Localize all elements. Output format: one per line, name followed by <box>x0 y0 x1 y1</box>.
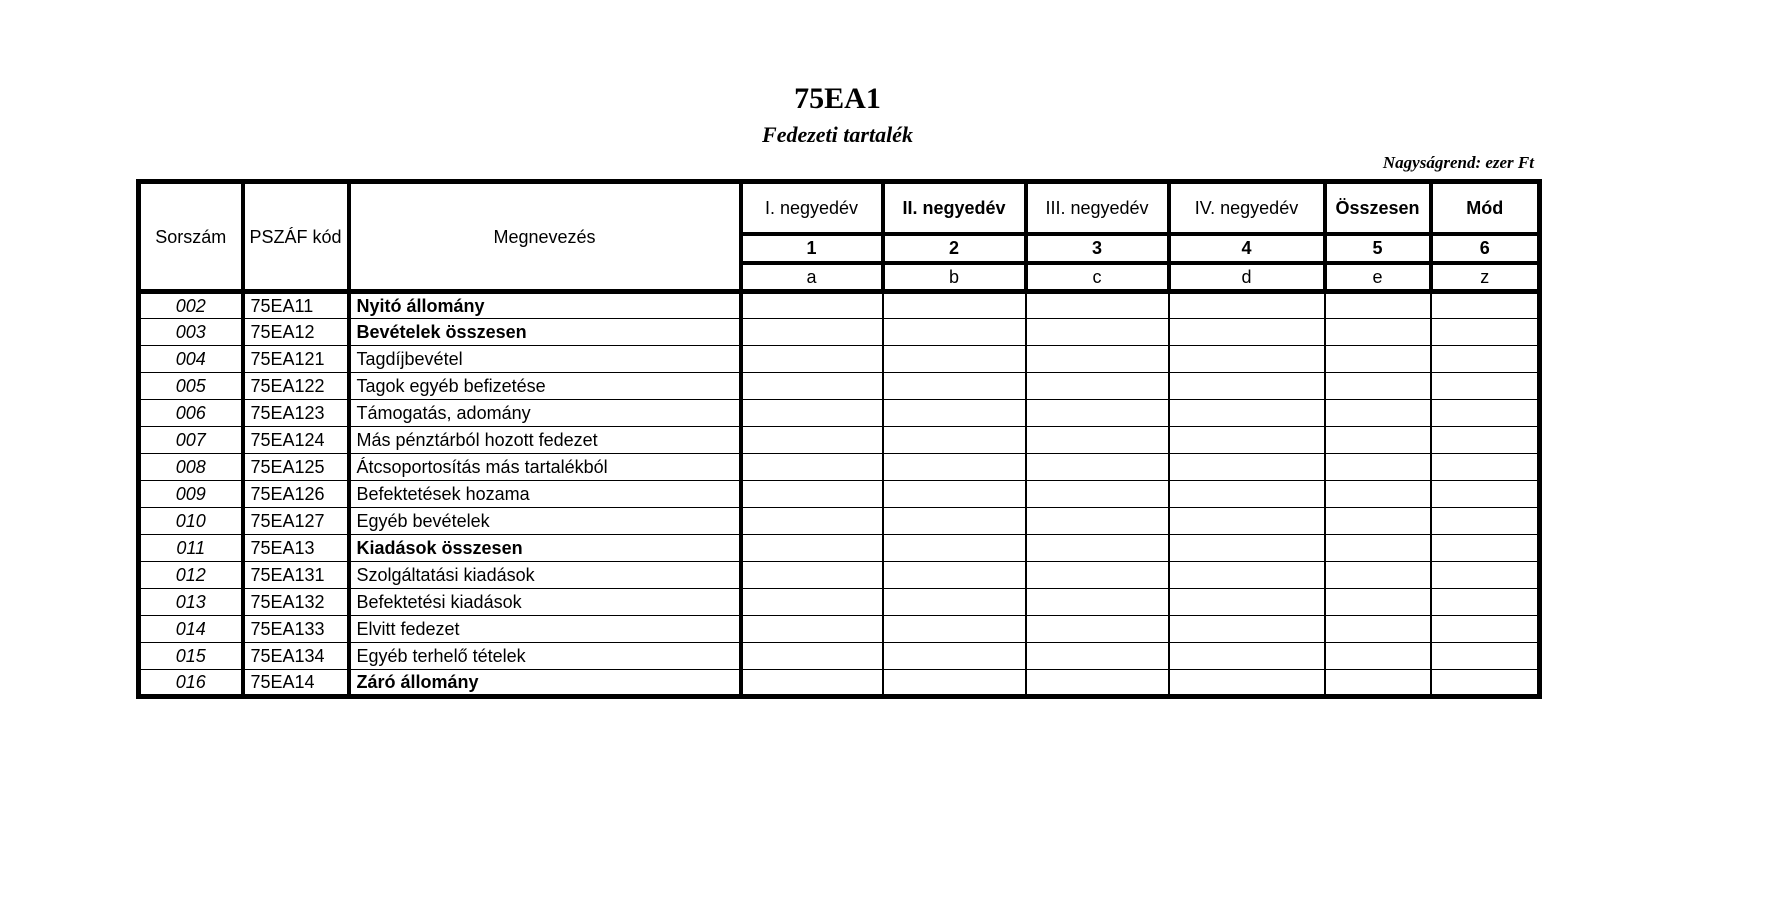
value-cell-col-1[interactable] <box>741 292 883 319</box>
value-cell-col-3[interactable] <box>1026 292 1169 319</box>
table-row <box>139 346 1540 373</box>
value-cell-col-1[interactable] <box>741 427 883 454</box>
value-cell-col-4[interactable] <box>1169 481 1325 508</box>
table-row <box>139 508 1540 535</box>
table-row <box>139 670 1540 697</box>
value-cell-col-2[interactable] <box>883 589 1026 616</box>
row-pszaf-kod: 75EA14 <box>243 670 349 697</box>
value-cell-col-5[interactable] <box>1325 643 1431 670</box>
value-cell-col-5[interactable] <box>1325 535 1431 562</box>
row-sorszam: 015 <box>139 643 243 670</box>
value-cell-col-4[interactable] <box>1169 643 1325 670</box>
value-cell-col-6[interactable] <box>1431 346 1540 373</box>
value-cell-col-5[interactable] <box>1325 562 1431 589</box>
value-cell-col-4[interactable] <box>1169 400 1325 427</box>
value-cell-col-4[interactable] <box>1169 346 1325 373</box>
value-cell-col-3[interactable] <box>1026 562 1169 589</box>
row-megnevezes: Befektetések hozama <box>349 481 741 508</box>
header-col-4-letter: d <box>1169 263 1325 292</box>
header-col-4-label: IV. negyedév <box>1169 182 1325 234</box>
header-col-5-label: Összesen <box>1325 182 1431 234</box>
value-cell-col-3[interactable] <box>1026 508 1169 535</box>
table-row <box>139 319 1540 346</box>
row-megnevezes: Nyitó állomány <box>349 292 741 319</box>
value-cell-col-5[interactable] <box>1325 319 1431 346</box>
value-cell-col-5[interactable] <box>1325 373 1431 400</box>
table-row <box>139 427 1540 454</box>
value-cell-col-5[interactable] <box>1325 589 1431 616</box>
row-sorszam: 016 <box>139 670 243 697</box>
reserve-table <box>136 179 1542 699</box>
value-cell-col-4[interactable] <box>1169 454 1325 481</box>
value-cell-col-1[interactable] <box>741 562 883 589</box>
value-cell-col-1[interactable] <box>741 346 883 373</box>
header-col-6-letter: z <box>1431 263 1540 292</box>
row-pszaf-kod: 75EA134 <box>243 643 349 670</box>
row-pszaf-kod: 75EA122 <box>243 373 349 400</box>
header-megnevezes: Megnevezés <box>349 182 741 292</box>
row-sorszam: 006 <box>139 400 243 427</box>
table-row <box>139 454 1540 481</box>
value-cell-col-3[interactable] <box>1026 535 1169 562</box>
value-cell-col-2[interactable] <box>883 373 1026 400</box>
value-cell-col-6[interactable] <box>1431 643 1540 670</box>
row-sorszam: 004 <box>139 346 243 373</box>
header-pszaf-kod <box>243 182 349 292</box>
row-megnevezes: Záró állomány <box>349 670 741 697</box>
value-cell-col-3[interactable] <box>1026 346 1169 373</box>
row-megnevezes: Egyéb terhelő tételek <box>349 643 741 670</box>
table-row <box>139 535 1540 562</box>
table-row <box>139 292 1540 319</box>
row-megnevezes: Tagdíjbevétel <box>349 346 741 373</box>
row-sorszam: 002 <box>139 292 243 319</box>
value-cell-col-5[interactable] <box>1325 670 1431 697</box>
value-cell-col-3[interactable] <box>1026 319 1169 346</box>
value-cell-col-6[interactable] <box>1431 670 1540 697</box>
value-cell-col-2[interactable] <box>883 508 1026 535</box>
value-cell-col-5[interactable] <box>1325 508 1431 535</box>
row-sorszam: 008 <box>139 454 243 481</box>
value-cell-col-4[interactable] <box>1169 292 1325 319</box>
header-col-1-number: 1 <box>741 234 883 263</box>
row-megnevezes: Bevételek összesen <box>349 319 741 346</box>
value-cell-col-5[interactable] <box>1325 292 1431 319</box>
header-sorszam: Sorszám <box>139 182 243 292</box>
value-cell-col-2[interactable] <box>883 670 1026 697</box>
form-code-title: 75EA1 <box>794 82 881 115</box>
table-header <box>139 182 1540 292</box>
value-cell-col-3[interactable] <box>1026 643 1169 670</box>
value-cell-col-5[interactable] <box>1325 616 1431 643</box>
row-pszaf-kod: 75EA131 <box>243 562 349 589</box>
row-megnevezes: Elvitt fedezet <box>349 616 741 643</box>
header-col-6-label: Mód <box>1431 182 1540 234</box>
value-cell-col-1[interactable] <box>741 535 883 562</box>
header-col-2-label: II. negyedév <box>883 182 1026 234</box>
row-megnevezes: Befektetési kiadások <box>349 589 741 616</box>
row-pszaf-kod: 75EA125 <box>243 454 349 481</box>
value-cell-col-1[interactable] <box>741 508 883 535</box>
value-cell-col-2[interactable] <box>883 535 1026 562</box>
row-megnevezes: Egyéb bevételek <box>349 508 741 535</box>
row-sorszam: 014 <box>139 616 243 643</box>
row-pszaf-kod: 75EA126 <box>243 481 349 508</box>
table-body <box>139 292 1540 697</box>
row-megnevezes: Más pénztárból hozott fedezet <box>349 427 741 454</box>
row-megnevezes: Támogatás, adomány <box>349 400 741 427</box>
row-megnevezes: Tagok egyéb befizetése <box>349 373 741 400</box>
value-cell-col-5[interactable] <box>1325 400 1431 427</box>
value-cell-col-2[interactable] <box>883 346 1026 373</box>
value-cell-col-2[interactable] <box>883 643 1026 670</box>
row-megnevezes: Kiadások összesen <box>349 535 741 562</box>
table-row <box>139 643 1540 670</box>
value-cell-col-3[interactable] <box>1026 616 1169 643</box>
header-col-2-number: 2 <box>883 234 1026 263</box>
value-cell-col-2[interactable] <box>883 562 1026 589</box>
value-cell-col-4[interactable] <box>1169 562 1325 589</box>
value-cell-col-1[interactable] <box>741 643 883 670</box>
row-sorszam: 009 <box>139 481 243 508</box>
row-pszaf-kod: 75EA121 <box>243 346 349 373</box>
value-cell-col-1[interactable] <box>741 373 883 400</box>
value-cell-col-2[interactable] <box>883 616 1026 643</box>
header-col-5-letter: e <box>1325 263 1431 292</box>
row-pszaf-kod: 75EA123 <box>243 400 349 427</box>
value-cell-col-1[interactable] <box>741 454 883 481</box>
row-pszaf-kod: 75EA127 <box>243 508 349 535</box>
header-col-3-letter: c <box>1026 263 1169 292</box>
value-cell-col-3[interactable] <box>1026 481 1169 508</box>
value-cell-col-2[interactable] <box>883 319 1026 346</box>
value-cell-col-2[interactable] <box>883 481 1026 508</box>
row-sorszam: 011 <box>139 535 243 562</box>
value-cell-col-2[interactable] <box>883 400 1026 427</box>
row-pszaf-kod: 75EA13 <box>243 535 349 562</box>
value-cell-col-6[interactable] <box>1431 292 1540 319</box>
header-col-1-letter: a <box>741 263 883 292</box>
row-pszaf-kod: 75EA133 <box>243 616 349 643</box>
table-row <box>139 373 1540 400</box>
row-sorszam: 012 <box>139 562 243 589</box>
value-cell-col-3[interactable] <box>1026 373 1169 400</box>
value-cell-col-6[interactable] <box>1431 508 1540 535</box>
row-pszaf-kod: 75EA124 <box>243 427 349 454</box>
table-row <box>139 562 1540 589</box>
value-cell-col-5[interactable] <box>1325 346 1431 373</box>
value-cell-col-6[interactable] <box>1431 373 1540 400</box>
value-cell-col-1[interactable] <box>741 670 883 697</box>
value-cell-col-5[interactable] <box>1325 454 1431 481</box>
table-row <box>139 481 1540 508</box>
value-cell-col-2[interactable] <box>883 427 1026 454</box>
header-col-3-number: 3 <box>1026 234 1169 263</box>
form-subtitle: Fedezeti tartalék <box>762 122 913 147</box>
value-cell-col-3[interactable] <box>1026 670 1169 697</box>
value-cell-col-2[interactable] <box>883 292 1026 319</box>
header-col-6-number: 6 <box>1431 234 1540 263</box>
header-col-5-number: 5 <box>1325 234 1431 263</box>
value-cell-col-6[interactable] <box>1431 616 1540 643</box>
value-cell-col-1[interactable] <box>741 481 883 508</box>
value-cell-col-1[interactable] <box>741 400 883 427</box>
value-cell-col-4[interactable] <box>1169 535 1325 562</box>
value-cell-col-4[interactable] <box>1169 373 1325 400</box>
unit-note: Nagyságrend: ezer Ft <box>1382 153 1534 172</box>
value-cell-col-1[interactable] <box>741 319 883 346</box>
value-cell-col-4[interactable] <box>1169 427 1325 454</box>
table-row <box>139 589 1540 616</box>
value-cell-col-1[interactable] <box>741 616 883 643</box>
row-sorszam: 013 <box>139 589 243 616</box>
table-row <box>139 400 1540 427</box>
value-cell-col-5[interactable] <box>1325 481 1431 508</box>
table-row <box>139 616 1540 643</box>
header-pszaf-kod-label: PSZÁF kód <box>249 226 342 247</box>
value-cell-col-6[interactable] <box>1431 481 1540 508</box>
value-cell-col-6[interactable] <box>1431 319 1540 346</box>
value-cell-col-6[interactable] <box>1431 589 1540 616</box>
value-cell-col-4[interactable] <box>1169 508 1325 535</box>
value-cell-col-3[interactable] <box>1026 454 1169 481</box>
value-cell-col-5[interactable] <box>1325 427 1431 454</box>
value-cell-col-1[interactable] <box>741 589 883 616</box>
header-col-4-number: 4 <box>1169 234 1325 263</box>
value-cell-col-3[interactable] <box>1026 427 1169 454</box>
header-col-3-label: III. negyedév <box>1026 182 1169 234</box>
value-cell-col-6[interactable] <box>1431 562 1540 589</box>
value-cell-col-4[interactable] <box>1169 670 1325 697</box>
value-cell-col-2[interactable] <box>883 454 1026 481</box>
header-col-1-label: I. negyedév <box>741 182 883 234</box>
row-pszaf-kod: 75EA12 <box>243 319 349 346</box>
value-cell-col-4[interactable] <box>1169 589 1325 616</box>
row-sorszam: 010 <box>139 508 243 535</box>
value-cell-col-6[interactable] <box>1431 427 1540 454</box>
value-cell-col-6[interactable] <box>1431 400 1540 427</box>
row-sorszam: 007 <box>139 427 243 454</box>
row-megnevezes: Átcsoportosítás más tartalékból <box>349 454 741 481</box>
row-megnevezes: Szolgáltatási kiadások <box>349 562 741 589</box>
row-sorszam: 003 <box>139 319 243 346</box>
value-cell-col-3[interactable] <box>1026 400 1169 427</box>
row-pszaf-kod: 75EA11 <box>243 292 349 319</box>
row-sorszam: 005 <box>139 373 243 400</box>
value-cell-col-4[interactable] <box>1169 616 1325 643</box>
value-cell-col-6[interactable] <box>1431 535 1540 562</box>
header-col-2-letter: b <box>883 263 1026 292</box>
value-cell-col-6[interactable] <box>1431 454 1540 481</box>
value-cell-col-3[interactable] <box>1026 589 1169 616</box>
value-cell-col-4[interactable] <box>1169 319 1325 346</box>
row-pszaf-kod: 75EA132 <box>243 589 349 616</box>
